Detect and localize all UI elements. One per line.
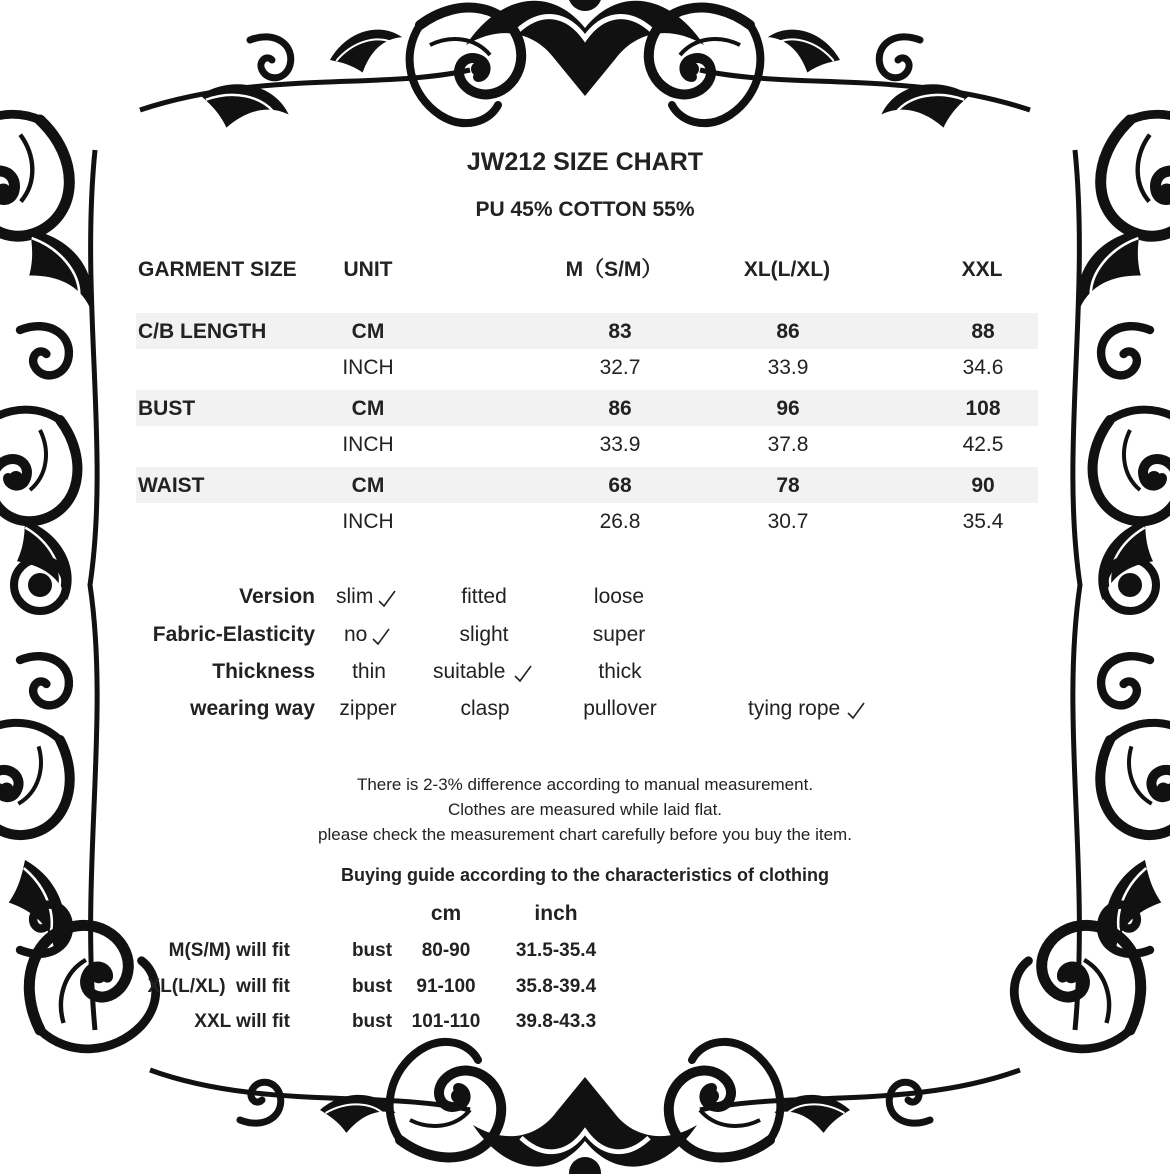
unit-cell: INCH (342, 433, 394, 456)
note-line: There is 2-3% difference according to manual measurement. (356, 775, 814, 794)
value-cell: 42.5 (962, 433, 1004, 456)
attribute-label: wearing way (190, 697, 315, 720)
unit-cell: INCH (342, 356, 394, 379)
header-garment-size: GARMENT SIZE (138, 258, 297, 281)
buying-guide-title: Buying guide according to the characteristics of clothing (340, 865, 830, 885)
value-cell: 88 (971, 320, 995, 343)
guide-inch: 31.5-35.4 (515, 940, 597, 961)
value-cell: 68 (608, 474, 632, 497)
value-cell: 35.4 (962, 510, 1004, 533)
value-cell: 78 (776, 474, 800, 497)
unit-cell: CM (351, 474, 385, 497)
material-composition: PU 45% COTTON 55% (475, 198, 695, 221)
header-unit: UNIT (343, 258, 393, 281)
attribute-option: suitable (433, 660, 506, 683)
unit-cell: INCH (342, 510, 394, 533)
measure-label: BUST (138, 397, 196, 420)
row-band (136, 467, 1038, 503)
attribute-option: loose (593, 585, 645, 608)
value-cell: 90 (971, 474, 995, 497)
unit-cell: CM (351, 320, 385, 343)
guide-part: bust (351, 940, 393, 961)
attribute-option: no (344, 623, 368, 646)
value-cell: 37.8 (767, 433, 809, 456)
note-line: Clothes are measured while laid flat. (447, 800, 723, 819)
attribute-option: super (592, 623, 646, 646)
value-cell: 96 (776, 397, 800, 420)
measure-label: C/B LENGTH (138, 320, 267, 343)
attribute-label: Version (239, 585, 315, 608)
guide-inch: 35.8-39.4 (515, 976, 597, 997)
value-cell: 33.9 (599, 433, 641, 456)
attribute-label: Fabric-Elasticity (152, 623, 315, 646)
guide-part: bust (351, 976, 393, 997)
guide-size: XL(L/XL) will fit (147, 976, 290, 997)
guide-size: M(S/M) will fit (168, 940, 290, 961)
value-cell: 26.8 (599, 510, 641, 533)
value-cell: 86 (608, 397, 632, 420)
guide-cm: 91-100 (416, 976, 476, 997)
checkmark-icon (514, 665, 532, 683)
checkmark-icon (378, 590, 396, 608)
checkmark-icon (372, 628, 390, 646)
attribute-option: slim (336, 585, 374, 608)
attribute-option: slight (459, 623, 509, 646)
guide-part: bust (351, 1011, 393, 1032)
attribute-option: fitted (461, 585, 507, 608)
measure-label: WAIST (138, 474, 205, 497)
note-line: please check the measurement chart carefully before you buy the item. (318, 825, 852, 844)
value-cell: 33.9 (767, 356, 809, 379)
attribute-option: clasp (460, 697, 510, 720)
guide-size: XXL will fit (194, 1011, 290, 1032)
row-band (136, 390, 1038, 426)
guide-header-cm: cm (430, 902, 462, 925)
attribute-option: tying rope (748, 697, 841, 720)
attribute-option: zipper (339, 697, 397, 720)
guide-cm: 80-90 (421, 940, 471, 961)
header-size-xl: XL(L/XL) (743, 258, 831, 281)
chart-title: JW212 SIZE CHART (466, 148, 704, 176)
value-cell: 86 (776, 320, 800, 343)
header-size-m: M（S/M） (565, 258, 663, 281)
value-cell: 108 (965, 397, 1001, 420)
value-cell: 30.7 (767, 510, 809, 533)
row-band (136, 313, 1038, 349)
guide-inch: 39.8-43.3 (515, 1011, 597, 1032)
guide-header-inch: inch (534, 902, 578, 925)
attribute-option: pullover (583, 697, 657, 720)
value-cell: 32.7 (599, 356, 641, 379)
guide-cm: 101-110 (411, 1011, 481, 1032)
value-cell: 83 (608, 320, 632, 343)
value-cell: 34.6 (962, 356, 1004, 379)
checkmark-icon (847, 702, 865, 720)
attribute-option: thin (352, 660, 386, 683)
attribute-option: thick (598, 660, 642, 683)
header-size-xxl: XXL (961, 258, 1003, 281)
unit-cell: CM (351, 397, 385, 420)
attribute-label: Thickness (212, 660, 315, 683)
